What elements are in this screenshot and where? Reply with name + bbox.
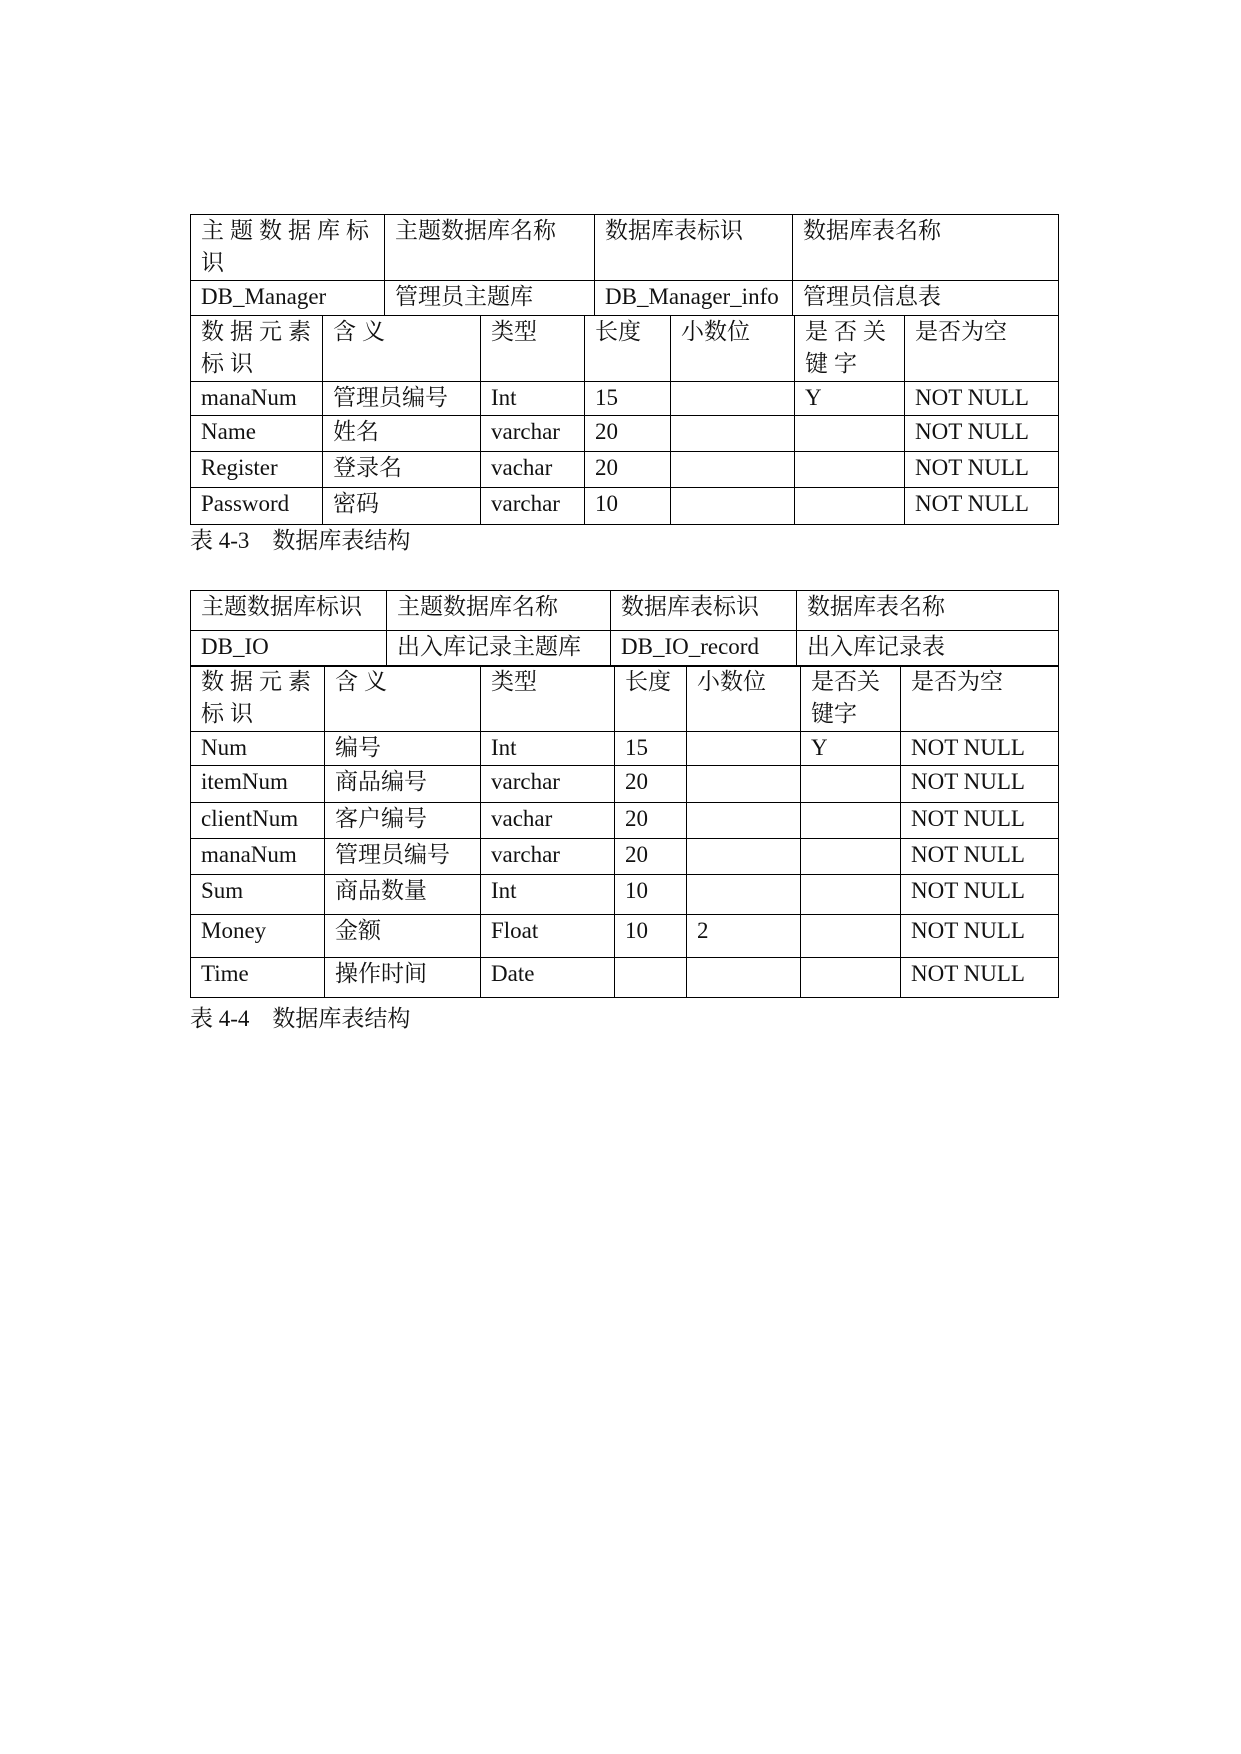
column-header: 含义 <box>323 316 481 382</box>
table-cell: NOT NULL <box>901 875 1059 915</box>
column-header: 含义 <box>325 666 481 732</box>
column-header: 类型 <box>481 316 585 382</box>
header-label: 数据库表名称 <box>797 591 1059 631</box>
column-header: 数据元素标识 <box>191 316 323 382</box>
table-cell <box>795 452 905 488</box>
table-cell <box>801 839 901 875</box>
table-row <box>191 958 1059 998</box>
column-header: 长度 <box>615 666 687 732</box>
header-value: DB_Manager <box>191 281 385 316</box>
table-row <box>191 875 1059 915</box>
table-row <box>191 382 1059 416</box>
table-cell <box>801 803 901 839</box>
table-cell: 15 <box>615 732 687 766</box>
table-row <box>191 915 1059 958</box>
table-cell: 2 <box>687 915 801 958</box>
table-cell: 20 <box>585 416 671 452</box>
column-header: 小数位 <box>687 666 801 732</box>
table-cell: 金额 <box>325 915 481 958</box>
header-label: 主题数据库标识 <box>191 591 387 631</box>
table-cell: 20 <box>615 766 687 803</box>
table-cell: Float <box>481 915 615 958</box>
table-cell <box>671 452 795 488</box>
table-cell: itemNum <box>191 766 325 803</box>
table-cell: 客户编号 <box>325 803 481 839</box>
table-cell: varchar <box>481 488 585 525</box>
table-row <box>191 488 1059 525</box>
table-cell: Y <box>795 382 905 416</box>
table-cell: 20 <box>585 452 671 488</box>
table-cell: Sum <box>191 875 325 915</box>
column-header-row <box>191 666 1059 732</box>
table-4-4-fields <box>190 665 1059 998</box>
header-value: 出入库记录主题库 <box>387 631 611 667</box>
table-cell: manaNum <box>191 839 325 875</box>
table-cell <box>687 875 801 915</box>
table-cell: Int <box>481 732 615 766</box>
table-cell: Num <box>191 732 325 766</box>
table-cell <box>795 416 905 452</box>
table-4-4 <box>190 590 1059 667</box>
table-cell: Date <box>481 958 615 998</box>
table-row <box>191 839 1059 875</box>
header-label: 主题数据库名称 <box>385 215 595 281</box>
table-cell: clientNum <box>191 803 325 839</box>
table-cell: Register <box>191 452 323 488</box>
table-cell: vachar <box>481 452 585 488</box>
header-value: 管理员主题库 <box>385 281 595 316</box>
table-cell: NOT NULL <box>901 958 1059 998</box>
table-row <box>191 452 1059 488</box>
table-cell: NOT NULL <box>905 488 1059 525</box>
table-cell: 商品数量 <box>325 875 481 915</box>
column-header: 类型 <box>481 666 615 732</box>
table-4-3-fields <box>190 315 1059 525</box>
table-cell: NOT NULL <box>901 839 1059 875</box>
table-cell <box>671 488 795 525</box>
table-cell: NOT NULL <box>901 915 1059 958</box>
table-cell: 20 <box>615 839 687 875</box>
table-cell: Name <box>191 416 323 452</box>
table-cell: 商品编号 <box>325 766 481 803</box>
table-cell: NOT NULL <box>905 452 1059 488</box>
table-cell <box>801 915 901 958</box>
header-value: 出入库记录表 <box>797 631 1059 667</box>
header-label: 主题数据库标识 <box>191 215 385 281</box>
table-caption: 表 4-4 数据库表结构 <box>190 1006 411 1031</box>
table-cell: Money <box>191 915 325 958</box>
table-row <box>191 803 1059 839</box>
table-cell: 10 <box>615 915 687 958</box>
table-cell: NOT NULL <box>905 416 1059 452</box>
table-cell: 管理员编号 <box>325 839 481 875</box>
column-header: 小数位 <box>671 316 795 382</box>
table-cell: 10 <box>585 488 671 525</box>
table-4-3 <box>190 214 1059 316</box>
column-header: 是否关键字 <box>795 316 905 382</box>
header-value: DB_Manager_info <box>595 281 793 316</box>
table-cell: 15 <box>585 382 671 416</box>
header-value-row <box>191 281 1059 316</box>
table-cell: Y <box>801 732 901 766</box>
header-value: 管理员信息表 <box>793 281 1059 316</box>
column-header: 是否为空 <box>901 666 1059 732</box>
table-cell <box>687 958 801 998</box>
header-label-row <box>191 215 1059 281</box>
header-label: 数据库表标识 <box>595 215 793 281</box>
column-header: 长度 <box>585 316 671 382</box>
table-cell: 密码 <box>323 488 481 525</box>
table-cell: 操作时间 <box>325 958 481 998</box>
column-header: 数据元素标识 <box>191 666 325 732</box>
table-cell: varchar <box>481 416 585 452</box>
column-header: 是否关键字 <box>801 666 901 732</box>
table-cell <box>671 382 795 416</box>
table-cell: NOT NULL <box>901 732 1059 766</box>
table-row <box>191 732 1059 766</box>
table-caption: 表 4-3 数据库表结构 <box>190 528 411 553</box>
table-cell <box>801 958 901 998</box>
table-cell: 登录名 <box>323 452 481 488</box>
table-cell: 管理员编号 <box>323 382 481 416</box>
table-row <box>191 766 1059 803</box>
header-label: 数据库表名称 <box>793 215 1059 281</box>
header-value-row <box>191 631 1059 667</box>
header-label-row <box>191 591 1059 631</box>
column-header: 是否为空 <box>905 316 1059 382</box>
table-cell <box>801 875 901 915</box>
header-value: DB_IO <box>191 631 387 667</box>
table-cell: Int <box>481 875 615 915</box>
header-value: DB_IO_record <box>611 631 797 667</box>
table-cell <box>801 766 901 803</box>
table-cell: 10 <box>615 875 687 915</box>
table-cell <box>615 958 687 998</box>
header-label: 数据库表标识 <box>611 591 797 631</box>
table-cell <box>687 766 801 803</box>
table-cell: 姓名 <box>323 416 481 452</box>
table-cell: varchar <box>481 766 615 803</box>
table-cell: 编号 <box>325 732 481 766</box>
table-cell: NOT NULL <box>905 382 1059 416</box>
table-cell <box>671 416 795 452</box>
table-cell: NOT NULL <box>901 766 1059 803</box>
table-cell: manaNum <box>191 382 323 416</box>
table-cell: 20 <box>615 803 687 839</box>
table-cell <box>795 488 905 525</box>
table-cell <box>687 803 801 839</box>
table-cell: Time <box>191 958 325 998</box>
column-header-row <box>191 316 1059 382</box>
header-label: 主题数据库名称 <box>387 591 611 631</box>
table-cell: vachar <box>481 803 615 839</box>
table-cell: Password <box>191 488 323 525</box>
table-cell: varchar <box>481 839 615 875</box>
table-cell: Int <box>481 382 585 416</box>
table-cell <box>687 732 801 766</box>
table-cell: NOT NULL <box>901 803 1059 839</box>
table-cell <box>687 839 801 875</box>
table-row <box>191 416 1059 452</box>
